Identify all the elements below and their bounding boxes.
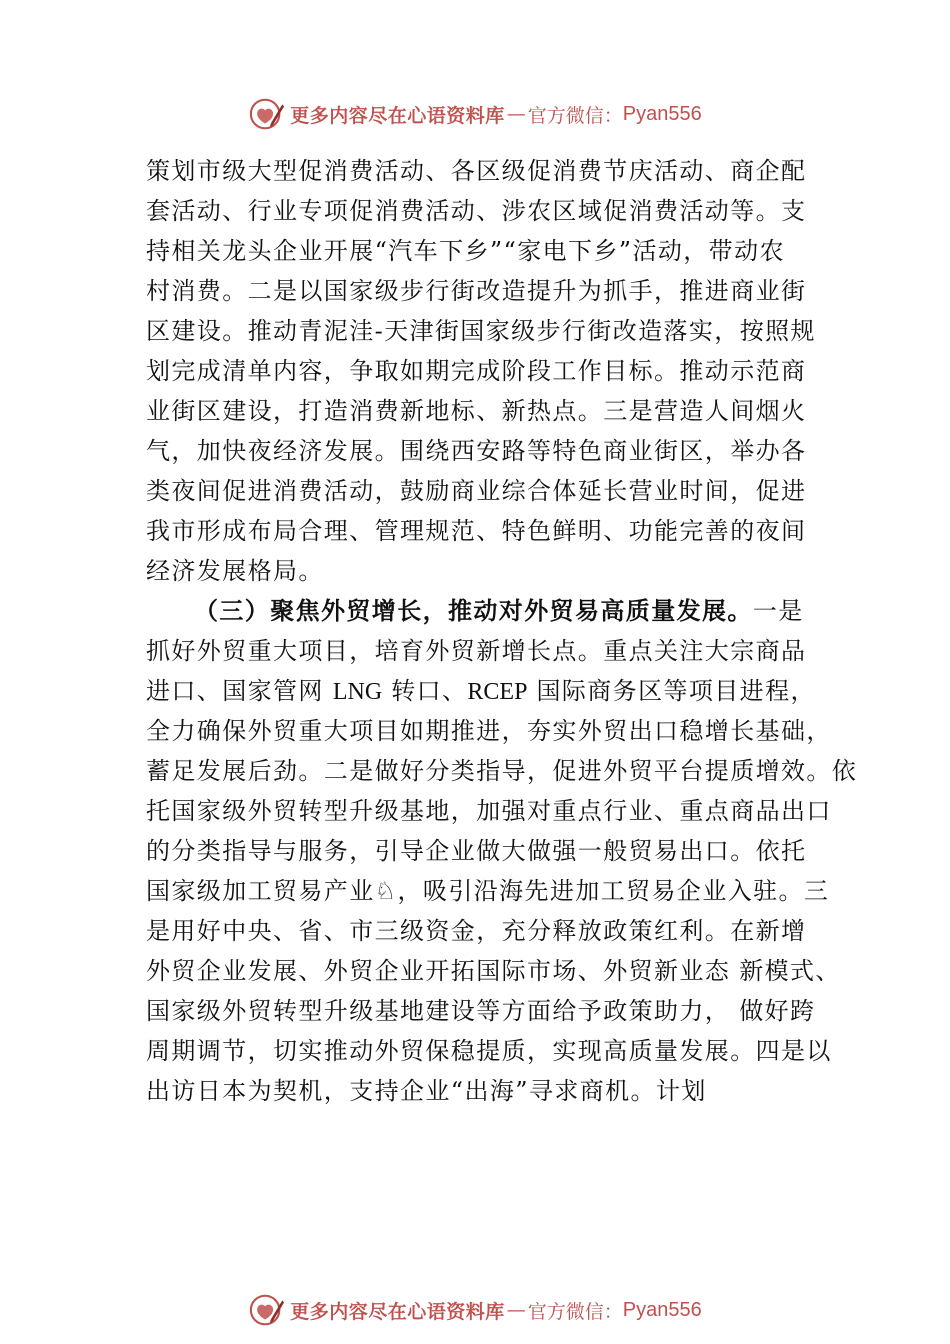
body-line: 策划市级大型促消费活动、各区级促消费节庆活动、商企配 xyxy=(146,157,807,185)
pen-heart-logo-icon xyxy=(248,1291,286,1329)
body-line: 是用好中央、省、市三级资金，充分释放政策红利。在新增 xyxy=(146,917,807,945)
section-heading: （三）聚焦外贸增长，推动对外贸易高质量发展。 xyxy=(194,596,753,625)
section-heading-rest: 一是 xyxy=(752,597,804,625)
body-line: 的分类指导与服务，引导企业做大做强一般贸易出口。依托 xyxy=(146,837,807,865)
rcep-term: RCEP xyxy=(467,679,528,705)
text-segment: 进口、国家管网 xyxy=(146,677,333,705)
text-segment: 国际商务区等项目进程， xyxy=(527,677,816,705)
section-heading-line xyxy=(146,591,836,631)
body-line: 持相关龙头企业开展“汽车下乡”“家电下乡”活动，带动农 xyxy=(146,237,785,265)
body-line: 出访日本为契机，支持企业“出海”寻求商机。计划 xyxy=(146,1077,707,1105)
watermark-wechat-label: 官方微信： xyxy=(527,104,623,127)
watermark-wechat-id: Pyan556 xyxy=(622,1298,702,1321)
body-line: 托国家级外贸转型升级基地，加强对重点行业、重点商品出口 xyxy=(146,797,832,825)
watermark-wechat-id: Pyan556 xyxy=(622,102,702,125)
body-line: 经济发展格局。 xyxy=(146,557,324,585)
lng-term: LNG xyxy=(332,679,383,705)
watermark-brand-text: 更多内容尽在心语资料库 xyxy=(290,104,505,127)
body-line: 蓄足发展后劲。二是做好分类指导，促进外贸平台提质增效。依 xyxy=(146,757,858,785)
document-body xyxy=(146,151,858,1111)
body-line: 类夜间促进消费活动，鼓励商业综合体延长营业时间，促进 xyxy=(146,477,807,505)
watermark-brand-text: 更多内容尽在心语资料库 xyxy=(290,1300,505,1323)
body-line: 村消费。二是以国家级步行街改造提升为抓手，推进商业街 xyxy=(146,277,807,305)
body-line: 外贸企业发展、外贸企业开拓国际市场、外贸新业态 新模式、 xyxy=(146,957,841,985)
body-line: 抓好外贸重大项目，培育外贸新增长点。重点关注大宗商品 xyxy=(146,637,807,665)
watermark-dash: — xyxy=(506,103,526,125)
body-line-latin xyxy=(146,671,836,711)
body-line: 我市形成布局合理、管理规范、特色鲜明、功能完善的夜间 xyxy=(146,517,807,545)
text-segment: 转口、 xyxy=(382,677,468,705)
body-line: 周期调节，切实推动外贸保稳提质，实现高质量发展。四是以 xyxy=(146,1037,832,1065)
body-line: 套活动、行业专项促消费活动、涉农区域促消费活动等。支 xyxy=(146,197,807,225)
pen-heart-logo-icon xyxy=(248,95,286,133)
body-line: 国家级外贸转型升级基地建设等方面给予政策助力， 做好跨 xyxy=(146,997,816,1025)
watermark-dash: — xyxy=(506,1299,526,1321)
watermark-wechat-label: 官方微信： xyxy=(527,1300,623,1323)
body-line: 全力确保外贸重大项目如期推进，夯实外贸出口稳增长基础， xyxy=(146,717,832,745)
body-line: 气，加快夜经济发展。围绕西安路等特色商业街区，举办各 xyxy=(146,437,807,465)
body-line: 区建设。推动青泥洼-天津街国家级步行街改造落实，按照规 xyxy=(146,317,816,345)
body-line: 划完成清单内容，争取如期完成阶段工作目标。推动示范商 xyxy=(146,357,807,385)
body-line: 国家级加工贸易产业♘，吸引沿海先进加工贸易企业入驻。三 xyxy=(146,877,830,905)
footer-watermark xyxy=(0,1290,950,1330)
header-watermark xyxy=(0,94,950,134)
body-line: 业街区建设，打造消费新地标、新热点。三是营造人间烟火 xyxy=(146,397,807,425)
